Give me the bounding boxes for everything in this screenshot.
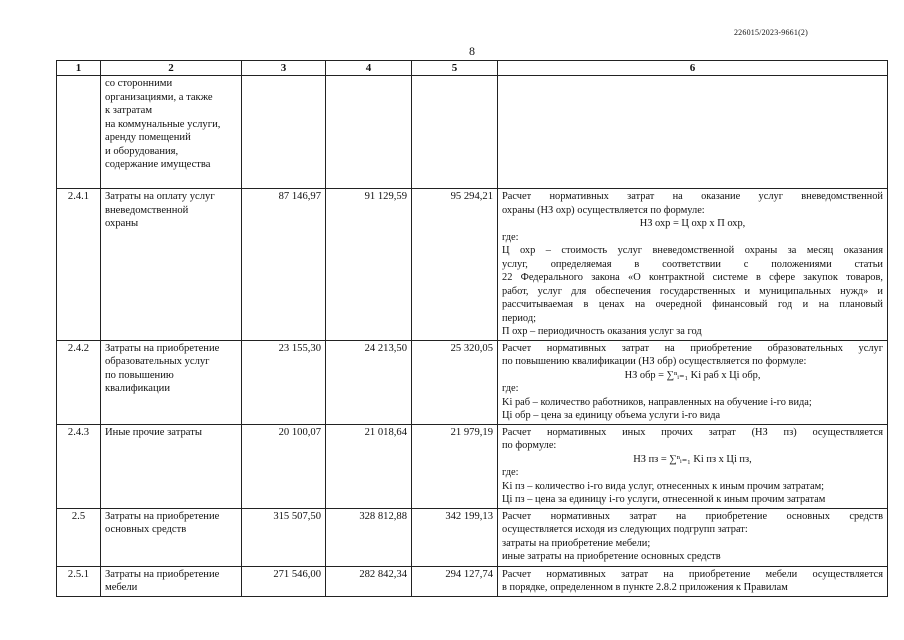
amount-year-1: 20 100,07 <box>242 424 326 508</box>
amount-year-1: 87 146,97 <box>242 189 326 341</box>
cost-item-name-line: Затраты на приобретение <box>105 568 220 580</box>
cost-item-name-line: аренду помещений <box>105 132 191 143</box>
description-line: 22 Федерального закона «О контрактной системе в сфере закупок товаров, <box>502 272 883 283</box>
description-line: в порядке, определенном в пункте 2.8.2 приложения к Правилам <box>502 582 788 593</box>
cost-item-name-line: Затраты на приобретение <box>105 510 220 522</box>
description-line: Расчет нормативных затрат на приобретение мебели осуществляется <box>502 568 883 580</box>
description-line: Цi обр – цена за единицу объема услуги i-го вида <box>502 410 721 421</box>
cost-item-name-line: Затраты на оплату услуг <box>105 191 215 202</box>
amount-year-3: 25 320,05 <box>412 340 498 424</box>
description-line: Расчет нормативных затрат на приобретение образовательных услуг <box>502 342 883 354</box>
cost-item-name <box>101 566 242 596</box>
cost-item-name-line: квалификации <box>105 383 170 394</box>
description-line: по формуле: <box>502 440 557 451</box>
formula-line: НЗ пз = ∑ⁿᵢ₌₁ Ki пз х Цi пз, <box>633 453 752 465</box>
amount-year-3: 294 127,74 <box>412 566 498 596</box>
cost-item-name-line: вневедомственной <box>105 204 189 216</box>
item-number: 2.4.2 <box>57 340 101 424</box>
description-line: где: <box>502 467 519 478</box>
header-col-6: 6 <box>498 61 888 76</box>
description-line: где: <box>502 231 519 243</box>
cost-item-name <box>101 76 242 189</box>
calculation-description <box>498 340 888 424</box>
item-number: 2.4.1 <box>57 189 101 341</box>
item-number <box>57 76 101 189</box>
formula-line: НЗ охр = Ц охр х П охр, <box>639 218 746 229</box>
description-line: Расчет нормативных иных прочих затрат (НЗ пз) осуществляется <box>502 426 883 438</box>
cost-item-name-line: образовательных услуг <box>105 356 210 367</box>
cost-item-name-line: и оборудования, <box>105 145 179 157</box>
table-row <box>57 424 888 508</box>
description-line: где: <box>502 383 519 394</box>
description-line: затраты на приобретение мебели; <box>502 537 651 549</box>
table-row <box>57 566 888 596</box>
calculation-description <box>498 76 888 189</box>
amount-year-3: 342 199,13 <box>412 508 498 566</box>
amount-year-2 <box>326 76 412 189</box>
header-col-5: 5 <box>412 61 498 76</box>
description-line: услуг, определяемая в соответствии с положениями статьи <box>502 258 883 270</box>
amount-year-2: 328 812,88 <box>326 508 412 566</box>
cost-norms-table <box>56 60 888 597</box>
description-line: охраны (НЗ охр) осуществляется по формуле: <box>502 204 705 216</box>
item-number: 2.5 <box>57 508 101 566</box>
calculation-description <box>498 566 888 596</box>
amount-year-1: 23 155,30 <box>242 340 326 424</box>
header-row <box>57 61 888 76</box>
cost-item-name-line: со сторонними <box>105 78 173 89</box>
cost-item-name-line: содержание имущества <box>105 159 211 170</box>
page-number: 8 <box>469 44 475 58</box>
cost-item-name-line: к затратам <box>105 105 153 116</box>
cost-item-name-line: основных средств <box>105 524 187 535</box>
description-line: Цi пз – цена за единицу i-го услуги, отнесенной к иным прочим затратам <box>502 494 826 505</box>
cost-item-name-line: организациями, а также <box>105 91 213 103</box>
description-line: Ki раб – количество работников, направленных на обучение i-го вида; <box>502 396 812 408</box>
description-line: рассчитываемая в ценах на очередной финансовый год и на плановый <box>502 299 883 310</box>
cost-item-name-line: на коммунальные услуги, <box>105 118 221 130</box>
cost-item-name <box>101 424 242 508</box>
calculation-description <box>498 424 888 508</box>
formula-line: НЗ обр = ∑ⁿᵢ₌₁ Ki раб х Цi обр, <box>624 369 761 381</box>
description-line: по повышению квалификации (НЗ обр) осуществляется по формуле: <box>502 356 807 367</box>
table-row <box>57 189 888 341</box>
cost-item-name-line: Иные прочие затраты <box>105 426 202 438</box>
description-line: Ki пз – количество i-го вида услуг, отнесенных к иным прочим затратам; <box>502 480 825 492</box>
description-line: Расчет нормативных затрат на приобретение основных средств <box>502 510 883 522</box>
amount-year-3: 95 294,21 <box>412 189 498 341</box>
document-number: 226015/2023-9661(2) <box>733 28 808 37</box>
cost-item-name <box>101 508 242 566</box>
item-number: 2.4.3 <box>57 424 101 508</box>
cost-item-name-line: охраны <box>105 218 139 229</box>
description-line: иные затраты на приобретение основных средств <box>502 551 721 562</box>
table-row <box>57 340 888 424</box>
cost-item-name-line: Затраты на приобретение <box>105 342 220 354</box>
header-col-3: 3 <box>242 61 326 76</box>
header-col-4: 4 <box>326 61 412 76</box>
table-row <box>57 76 888 189</box>
description-line: Ц охр – стоимость услуг вневедомственной охраны за месяц оказания <box>502 245 883 256</box>
description-line: осуществляется исходя из следующих подгрупп затрат: <box>502 524 748 535</box>
amount-year-3: 21 979,19 <box>412 424 498 508</box>
amount-year-2: 24 213,50 <box>326 340 412 424</box>
cost-item-name <box>101 189 242 341</box>
amount-year-2: 21 018,64 <box>326 424 412 508</box>
calculation-description <box>498 189 888 341</box>
description-line: работ, услуг для обеспечения государственных и муниципальных нужд» и <box>502 285 883 297</box>
amount-year-1: 315 507,50 <box>242 508 326 566</box>
amount-year-1: 271 546,00 <box>242 566 326 596</box>
header-col-2: 2 <box>101 61 242 76</box>
table-row <box>57 508 888 566</box>
description-line: период; <box>502 312 536 324</box>
calculation-description <box>498 508 888 566</box>
header-col-1: 1 <box>57 61 101 76</box>
cost-item-name <box>101 340 242 424</box>
amount-year-3 <box>412 76 498 189</box>
item-number: 2.5.1 <box>57 566 101 596</box>
amount-year-2: 282 842,34 <box>326 566 412 596</box>
cost-item-name-line: по повышению <box>105 369 174 381</box>
amount-year-2: 91 129,59 <box>326 189 412 341</box>
description-line: Расчет нормативных затрат на оказание услуг вневедомственной <box>502 191 883 202</box>
amount-year-1 <box>242 76 326 189</box>
description-line: П охр – периодичность оказания услуг за год <box>502 326 702 337</box>
cost-item-name-line: мебели <box>105 582 138 593</box>
